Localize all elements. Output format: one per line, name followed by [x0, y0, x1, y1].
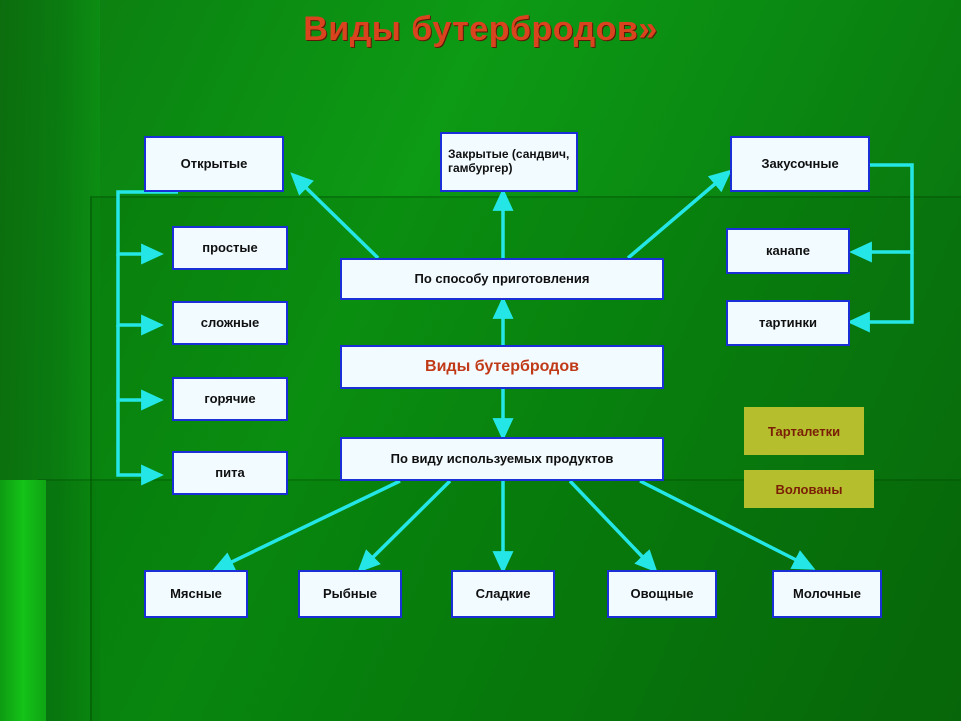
- node-canape-label: канапе: [766, 242, 810, 258]
- node-vegetable-label: Овощные: [630, 585, 694, 601]
- node-tartinki[interactable]: [726, 300, 850, 346]
- node-pita-label: пита: [215, 464, 245, 480]
- node-tartinki-label: тартинки: [758, 314, 818, 330]
- node-open-label: Открытые: [180, 155, 248, 171]
- node-simple[interactable]: [172, 226, 288, 270]
- node-open[interactable]: [144, 136, 284, 192]
- node-by-products-label: По виду используемых продуктов: [390, 450, 614, 466]
- node-hot[interactable]: [172, 377, 288, 421]
- node-method-label: По способу приготовления: [414, 270, 590, 286]
- node-fish[interactable]: [298, 570, 402, 618]
- node-snack[interactable]: [730, 136, 870, 192]
- node-hot-label: горячие: [204, 390, 256, 406]
- node-sweet[interactable]: [451, 570, 555, 618]
- node-meat-label: Мясные: [170, 585, 222, 601]
- label-volovany-text: Волованы: [775, 481, 843, 497]
- node-complex[interactable]: [172, 301, 288, 345]
- node-by-products[interactable]: [340, 437, 664, 481]
- node-center[interactable]: [340, 345, 664, 389]
- node-fish-label: Рыбные: [323, 585, 377, 601]
- label-tartaletki-text: Тарталетки: [767, 423, 841, 439]
- node-center-label: Виды бутербродов: [425, 357, 579, 375]
- node-simple-label: простые: [202, 239, 258, 255]
- node-canape[interactable]: [726, 228, 850, 274]
- node-closed-label: Закрытые (сандвич, гамбургер): [448, 147, 570, 175]
- node-sweet-label: Сладкие: [475, 585, 531, 601]
- node-vegetable[interactable]: [607, 570, 717, 618]
- node-meat[interactable]: [144, 570, 248, 618]
- node-snack-label: Закусочные: [761, 155, 839, 171]
- node-closed[interactable]: [440, 132, 578, 192]
- label-tartaletki[interactable]: [744, 407, 864, 455]
- node-dairy[interactable]: [772, 570, 882, 618]
- slide-title: Виды бутербродов»: [303, 10, 658, 48]
- label-volovany[interactable]: [744, 470, 874, 508]
- node-dairy-label: Молочные: [793, 585, 861, 601]
- node-complex-label: сложные: [200, 314, 260, 330]
- node-pita[interactable]: [172, 451, 288, 495]
- node-method[interactable]: [340, 258, 664, 300]
